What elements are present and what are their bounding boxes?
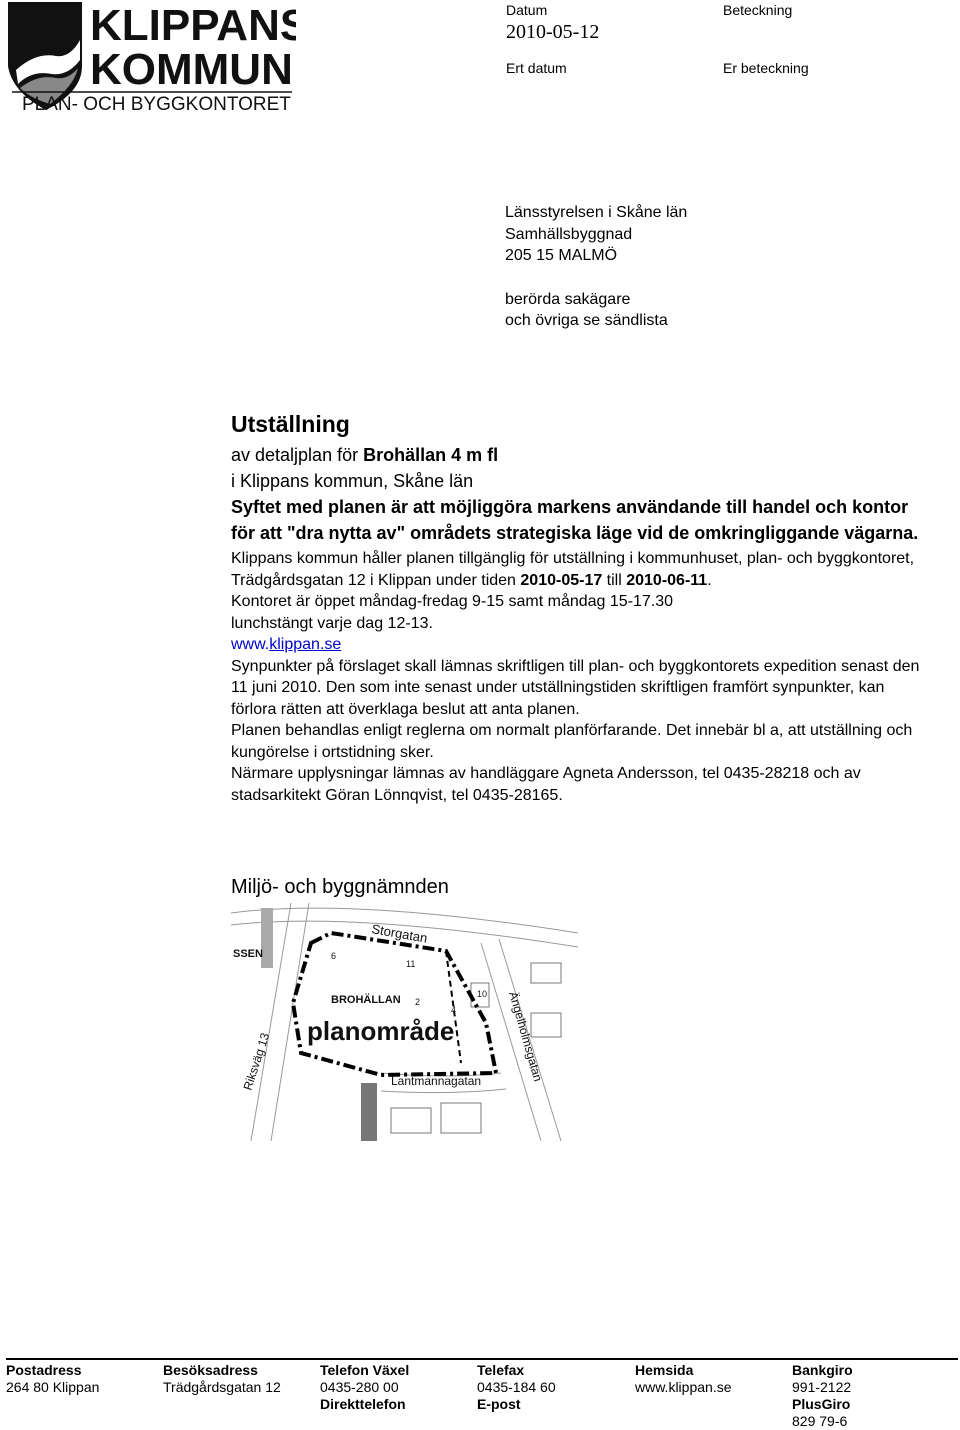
comments-paragraph: Synpunkter på förslaget skall lämnas skriftligen till plan- och byggkontorets expedition senast den 11 juni 2010. Den som inte senast under utställningstiden skriftligen framfört synpunkter, kan förlora rätten att överklaga beslut att anta planen. bbox=[231, 657, 920, 718]
recipient-line: 205 15 MALMÖ bbox=[505, 247, 618, 264]
plan-name: Brohällan 4 m fl bbox=[363, 445, 499, 465]
plan-prefix: av detaljplan för bbox=[231, 445, 364, 465]
start-date: 2010-05-17 bbox=[520, 571, 603, 589]
logo-line2: KOMMUN bbox=[90, 45, 293, 94]
footer-heading: Telefax bbox=[477, 1362, 525, 1378]
footer-value: 0435-280 00 bbox=[320, 1379, 399, 1395]
notice-title: Utställning bbox=[231, 411, 350, 437]
beteckning-label: Beteckning bbox=[723, 2, 793, 18]
footer-telefon bbox=[320, 1362, 409, 1413]
signature: Miljö- och byggnämnden bbox=[231, 876, 449, 898]
label-lot-6: 6 bbox=[331, 951, 337, 961]
label-lantmannagatan: Lantmannagatan bbox=[391, 1074, 482, 1088]
contact-paragraph: Närmare upplysningar lämnas av handläggare Agneta Andersson, tel 0435-28218 och av stadsarkitekt Göran Lönnqvist, tel 0435-28165. bbox=[231, 765, 861, 804]
recipient-line: och övriga se sändlista bbox=[505, 312, 668, 329]
footer-postadress bbox=[6, 1362, 99, 1396]
ert-datum-label: Ert datum bbox=[506, 60, 567, 76]
label-lot-2: 2 bbox=[415, 997, 421, 1007]
footer-value: 264 80 Klippan bbox=[6, 1379, 100, 1395]
label-brohallan: BROHÄLLAN bbox=[331, 994, 401, 1006]
footer-bankgiro bbox=[792, 1362, 853, 1430]
link-prefix[interactable]: www. bbox=[231, 636, 270, 653]
logo-line3: PLAN- OCH BYGGKONTORET bbox=[22, 94, 291, 115]
municipality-logo bbox=[6, 0, 296, 118]
footer-heading: Telefon Växel bbox=[320, 1362, 410, 1378]
datum-label: Datum bbox=[506, 2, 548, 18]
label-ssen: SSEN bbox=[233, 948, 263, 960]
footer-heading: Postadress bbox=[6, 1362, 82, 1378]
footer-value: 829 79-6 bbox=[792, 1413, 848, 1429]
logo-line1: KLIPPANS bbox=[90, 1, 296, 50]
label-lot-4: 4 bbox=[451, 1005, 457, 1015]
footer-value: 991-2122 bbox=[792, 1379, 852, 1395]
footer-heading: E-post bbox=[477, 1396, 521, 1412]
recipient-line: Länsstyrelsen i Skåne län bbox=[505, 204, 688, 221]
footer-heading: Besöksadress bbox=[163, 1362, 258, 1378]
recipient-address bbox=[505, 202, 687, 332]
link-domain[interactable]: klippan.se bbox=[269, 636, 342, 653]
exhibition-paragraph bbox=[231, 548, 931, 591]
footer-value: Trädgårdsgatan 12 bbox=[163, 1379, 281, 1395]
label-planomrade: planområde bbox=[307, 1016, 455, 1046]
footer-heading: Hemsida bbox=[635, 1362, 694, 1378]
footer-besoksadress bbox=[163, 1362, 281, 1396]
end-date: 2010-06-11 bbox=[626, 571, 708, 589]
label-lot-11: 11 bbox=[406, 959, 416, 969]
footer-website[interactable]: www.klippan.se bbox=[635, 1379, 732, 1395]
footer-heading: Bankgiro bbox=[792, 1362, 853, 1378]
footer-divider bbox=[6, 1358, 958, 1360]
datum-value: 2010-05-12 bbox=[506, 21, 600, 43]
office-hours: Kontoret är öppet måndag-fredag 9-15 samt måndag 15-17.30 bbox=[231, 593, 674, 610]
plan-name-line bbox=[231, 442, 931, 468]
website-link[interactable] bbox=[231, 634, 931, 656]
notice-body bbox=[231, 410, 931, 806]
exhibition-text: Klippans kommun håller planen tillgänglig för utställning i kommunhuset, plan- och byggkontoret, Trädgårdsgatan 12 i Klippan under tiden bbox=[231, 550, 915, 589]
period: . bbox=[707, 571, 712, 589]
municipality-line: i Klippans kommun, Skåne län bbox=[231, 471, 474, 491]
plan-area-map bbox=[231, 903, 578, 1141]
footer-heading: Direkttelefon bbox=[320, 1396, 406, 1412]
recipient-line: berörda sakägare bbox=[505, 290, 631, 308]
till-text: till bbox=[602, 571, 627, 589]
footer-hemsida bbox=[635, 1362, 732, 1396]
plan-purpose: Syftet med planen är att möjliggöra markens användande till handel och kontor för att "dra nytta av" områdets strategiska läge vid de omkringliggande vägarna. bbox=[231, 497, 919, 543]
er-beteckning-label: Er beteckning bbox=[723, 60, 809, 76]
label-riksvag: Riksväg 13 bbox=[240, 1031, 273, 1092]
recipient-line: Samhällsbyggnad bbox=[505, 225, 633, 243]
footer-telefax bbox=[477, 1362, 556, 1413]
procedure-paragraph: Planen behandlas enligt reglerna om normalt planförfarande. Det innebär bl a, att utställning och kungörelse i ortstidning sker. bbox=[231, 722, 913, 761]
lunch-hours: lunchstängt varje dag 12-13. bbox=[231, 614, 433, 632]
label-angelholmsgatan: Ängelholmsgatan bbox=[506, 989, 546, 1083]
footer-heading: PlusGiro bbox=[792, 1396, 851, 1412]
label-storgatan: Storgatan bbox=[370, 921, 429, 946]
label-lot-10: 10 bbox=[477, 989, 488, 999]
footer-value: 0435-184 60 bbox=[477, 1379, 556, 1395]
